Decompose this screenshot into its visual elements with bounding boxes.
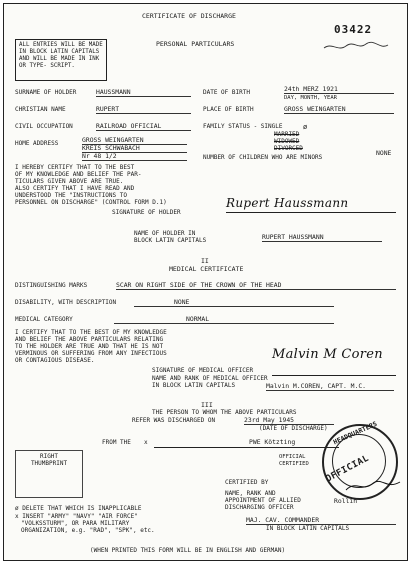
home-address-line3: Nr 48 1/2 [82,153,187,161]
home-address-label: HOME ADDRESS [15,140,59,147]
discharge-date-field: 23rd May 1945 [244,417,334,425]
discharging-officer-label: DISCHARGING OFFICER [225,504,294,511]
medical-category-field: NORMAL [114,316,334,324]
medical-certify-line5: OR CONTAGIOUS DISEASE. [15,357,95,364]
thumbprint-box [15,450,83,498]
christian-name-field: RUPERT [96,106,191,114]
thumbprint-label-2: THUMBPRINT [30,459,68,467]
medical-category-label: MEDICAL CATEGORY [15,316,73,323]
distinguishing-marks-label: DISTINGUISHING MARKS [15,282,88,289]
medical-officer-signature: Malvin M Coren [272,347,383,362]
footer-note: (WHEN PRINTED THIS FORM WILL BE IN ENGLISH AND GERMAN) [90,547,286,554]
certify-line5: UNDERSTOOD THE "INSTRUCTIONS TO [15,192,127,199]
medical-officer-name-label-1: NAME AND RANK OF MEDICAL OFFICER [152,375,268,382]
discharged-from-mark: x [144,439,148,446]
children-field: NONE [376,149,392,157]
family-status-widowed: WIDOWED [274,138,300,145]
certify-line2: OF MY KNOWLEDGE AND BELIEF THE PAR- [15,171,142,178]
family-status-married: MARRIED [274,131,300,138]
officer-rank-label: NAME, RANK AND [225,490,276,497]
discharge-text-line2: REFER WAS DISCHARGED ON [132,417,216,424]
discharged-from-field: PWE Kötzting [249,438,296,446]
medical-certify-line4: VERMINOUS OR SUFFERING FROM ANY INFECTIOUS [15,350,167,357]
surname-field: HAUSSMANN [96,89,191,97]
home-address-line2: KREIS SCHWABACH [82,145,187,153]
holder-signature: Rupert Haussmann [226,196,349,210]
serial-number: 03422 [334,23,373,36]
certify-line6: PERSONNEL ON DISCHARGE" (CONTROL FORM D.1) [15,199,167,206]
stamp-inner-certified: CERTIFIED [279,461,309,467]
certified-by-label: CERTIFIED BY [225,479,269,486]
handwritten-scribble-icon [322,40,392,54]
officer-block-label: IN BLOCK LATIN CAPITALS [266,525,350,532]
section-roman-ii: II [201,257,209,265]
home-address-line1: GROSS WEINGARTEN [82,137,187,145]
civil-occupation-field: RAILROAD OFFICIAL [96,123,191,131]
christian-name-label: CHRISTIAN NAME [15,106,66,113]
footnote-line3: "VOLKSSTURM", OR PARA MILITARY [21,520,130,527]
footnote-line1: ø DELETE THAT WHICH IS INAPPLICABLE [15,505,142,512]
certify-line3: TICULARS GIVEN ABOVE ARE TRUE. [15,178,124,185]
holder-name-label-1: NAME OF HOLDER IN [134,230,196,237]
officer-title-field: MAJ. CAV. COMMANDER [246,517,396,525]
officer-appointment-label: APPOINTMENT OF ALLIED [225,497,301,504]
pob-field: GROSS WEINGARTEN [284,106,394,114]
children-label: NUMBER OF CHILDREN WHO ARE MINORS [203,154,323,161]
footnote-line4: ORGANIZATION, e.g. "RAD", "SPK", etc. [21,527,155,534]
officer-name-fragment: Rollin [334,497,358,505]
certify-line4: ALSO CERTIFY THAT I HAVE READ AND [15,185,135,192]
pob-label: PLACE OF BIRTH [203,106,254,113]
medical-certify-line2: AND BELIEF THE ABOVE PARTICULARS RELATING [15,336,164,343]
family-status-mark: ø [303,123,308,131]
discharge-date-label: (DATE OF DISCHARGE) [259,425,328,432]
stamp-official-text: OFFICIAL [324,453,371,485]
dob-hint: DAY, MONTH, YEAR [284,95,337,101]
medical-certify-line3: TO THE HOLDER ARE TRUE AND THAT HE IS NOT [15,343,164,350]
disability-field: NONE [134,299,334,307]
section-medical-certificate: MEDICAL CERTIFICATE [169,265,244,273]
family-status-divorced: DIVORCED [274,145,303,152]
surname-label: SURNAME OF HOLDER [15,89,77,96]
thumbprint-label-1: RIGHT [39,453,59,460]
certify-line1: I HEREBY CERTIFY THAT TO THE BEST [15,164,135,171]
holder-name-block: RUPERT HAUSSMANN [262,234,382,242]
medical-certify-line1: I CERTIFY THAT TO THE BEST OF MY KNOWLEDGE [15,329,167,336]
holder-signature-label: SIGNATURE OF HOLDER [112,209,181,216]
disability-label: DISABILITY, WITH DESCRIPTION [15,299,117,306]
stamp-headquarters-text: HEADQUARTERS [332,419,379,447]
discharged-from-label: FROM THE [102,439,131,446]
holder-signature-line [226,212,396,213]
medical-signature-line [272,375,396,376]
stamp-inner-official: OFFICIAL [279,454,306,460]
civil-occupation-label: CIVIL OCCUPATION [15,123,73,130]
dob-field: 24th MERZ 1921 [284,86,394,94]
family-status-label: FAMILY STATUS - SINGLE [203,123,283,130]
medical-officer-name-block: Malvin M.COREN, CAPT. M.C. [266,383,394,391]
dob-label: DATE OF BIRTH [203,89,250,96]
section-personal-particulars: PERSONAL PARTICULARS [156,40,235,48]
instructions-box: ALL ENTRIES WILL BE MADE IN BLOCK LATIN CAPITALS AND WILL BE MADE IN INK OR TYPE- SCRIPT. [15,39,107,81]
document-title: CERTIFICATE OF DISCHARGE [142,12,236,20]
discharge-text-line1: THE PERSON TO WHOM THE ABOVE PARTICULARS [152,409,297,416]
medical-officer-name-label-2: IN BLOCK LATIN CAPITALS [152,382,236,389]
footnote-line2: x INSERT "ARMY" "NAVY" "AIR FORCE" [15,513,138,520]
discharge-certificate [3,3,408,561]
discharged-from-line [154,447,339,448]
distinguishing-marks-field: SCAR ON RIGHT SIDE OF THE CROWN OF THE HEAD [116,282,396,290]
officer-signature-scribble-icon [344,478,404,494]
section-roman-iii: III [201,401,213,409]
medical-officer-signature-label: SIGNATURE OF MEDICAL OFFICER [152,367,254,374]
holder-name-label-2: BLOCK LATIN CAPITALS [134,237,207,244]
